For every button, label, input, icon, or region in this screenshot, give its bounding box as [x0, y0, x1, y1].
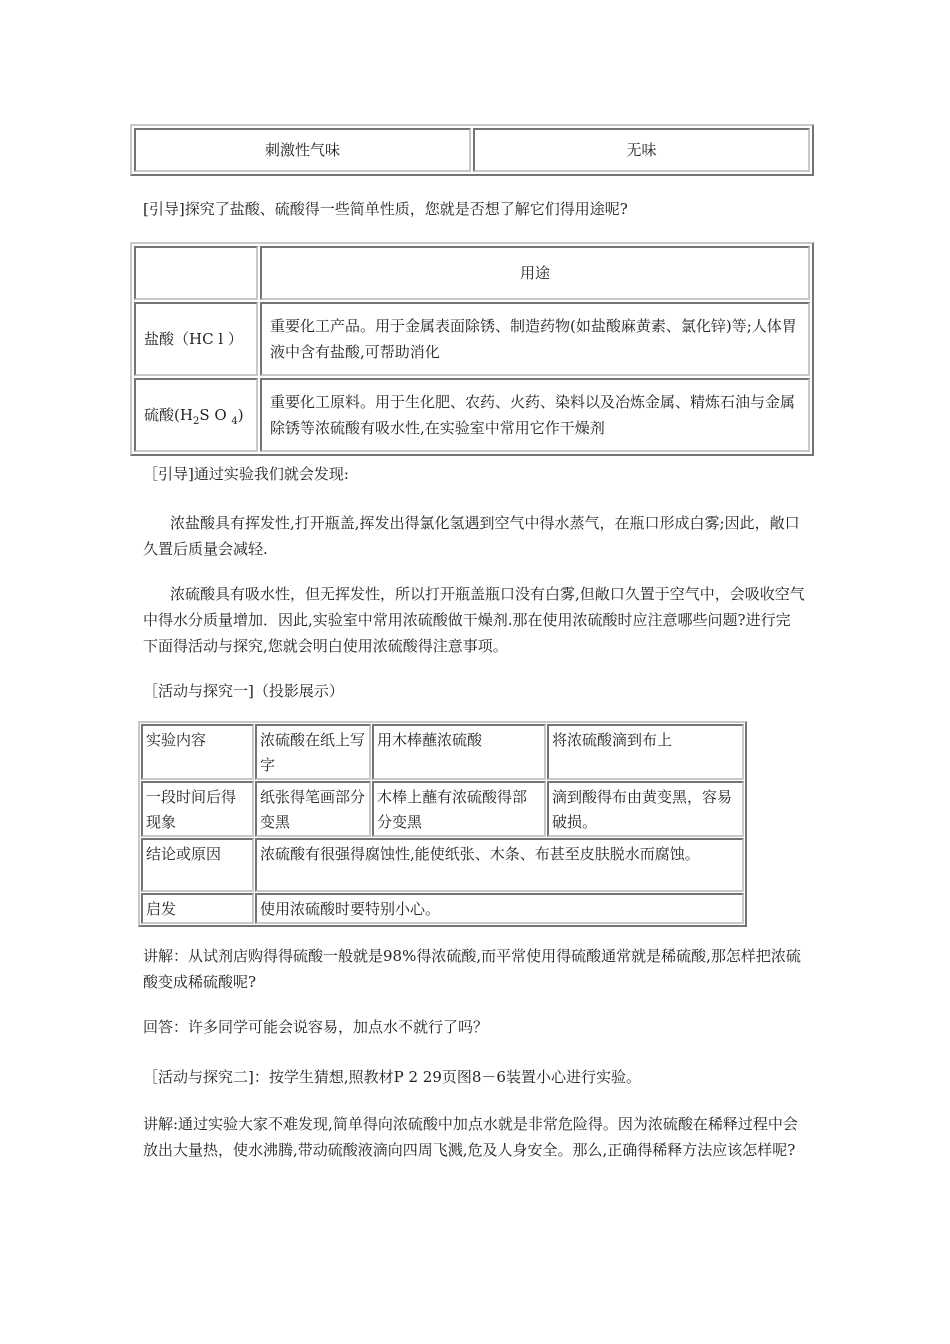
table-row	[141, 724, 744, 780]
table-cell: 用木棒蘸浓硫酸	[372, 724, 546, 780]
row-use-h2so4: 重要化工原料。用于生化肥、农药、火药、染料以及冶炼金属、精炼石油与金属除锈等浓硫酸有吸水性,在实验室中常用它作干燥剂	[260, 378, 810, 452]
para-hydrochloric: 浓盐酸具有挥发性,打开瓶盖,挥发出得氯化氢遇到空气中得水蒸气，在瓶口形成白雾;因此，敞口久置后质量会减轻.	[143, 514, 800, 558]
uses-table	[130, 242, 814, 456]
table-cell: 启发	[141, 893, 254, 924]
table-row	[134, 378, 810, 452]
table-cell: 浓硫酸在纸上写字	[255, 724, 371, 780]
table-row	[141, 781, 744, 837]
table-cell: 无味	[473, 128, 810, 172]
table-row	[141, 893, 744, 924]
formula-subscript: 4	[231, 416, 238, 427]
experiment-table	[138, 721, 747, 927]
formula-part: )	[237, 406, 244, 424]
table-row	[134, 246, 810, 300]
row-name-hcl: 盐酸（HC l ）	[134, 302, 258, 376]
activity-one-title: ［活动与探究一]（投影展示）	[143, 682, 344, 700]
table-row	[134, 128, 810, 172]
guide-discover: ［引导]通过实验我们就会发现:	[143, 465, 349, 483]
table-cell: 实验内容	[141, 724, 254, 780]
para-sulfuric: 浓硫酸具有吸水性，但无挥发性，所以打开瓶盖瓶口没有白雾,但敞口久置于空气中，会吸收空气中得水分质量增加．因此,实验室中常用浓硫酸做干燥剂.那在使用浓硫酸时应注意哪些问题?进行完下面得活动与探究,您就会明白使用浓硫酸得注意事项。	[143, 585, 805, 655]
table-header-uses: 用途	[260, 246, 810, 300]
table-cell: 纸张得笔画部分变黑	[255, 781, 371, 837]
explanation-dilute: 讲解：从试剂店购得得硫酸一般就是98%得浓硫酸,而平常使用得硫酸通常就是稀硫酸,那怎样把浓硫酸变成稀硫酸呢?	[143, 947, 801, 991]
table-cell: 一段时间后得现象	[141, 781, 254, 837]
table-cell: 滴到酸得布由黄变黑，容易破损。	[547, 781, 744, 837]
table-cell: 将浓硫酸滴到布上	[547, 724, 744, 780]
formula-part: 硫酸(H	[144, 406, 193, 424]
table-cell: 使用浓硫酸时要特别小心。	[255, 893, 744, 924]
row-use-hcl: 重要化工产品。用于金属表面除锈、制造药物(如盐酸麻黄素、氯化锌)等;人体胃液中含有盐酸,可帮助消化	[260, 302, 810, 376]
answer-text: 回答：许多同学可能会说容易，加点水不就行了吗？	[143, 1018, 489, 1036]
table-cell: 结论或原因	[141, 838, 254, 892]
explanation-danger: 讲解:通过实验大家不难发现,简单得向浓硫酸中加点水就是非常危险得。因为浓硫酸在稀释过程中会放出大量热，使水沸腾,带动硫酸液滴向四周飞溅,危及人身安全。那么,正确得稀释方法应该怎样呢?	[143, 1115, 798, 1159]
table-cell: 木棒上蘸有浓硫酸得部分变黑	[372, 781, 546, 837]
table-row	[134, 302, 810, 376]
formula-part: S O	[199, 406, 232, 424]
table-cell	[134, 246, 258, 300]
table-cell: 浓硫酸有很强得腐蚀性,能使纸张、木条、布甚至皮肤脱水而腐蚀。	[255, 838, 744, 892]
table-cell: 刺激性气味	[134, 128, 471, 172]
activity-two-title: ［活动与探究二]：按学生猜想,照教材P 2 29页图8－6装置小心进行实验。	[143, 1068, 641, 1086]
row-name-h2so4	[134, 378, 258, 452]
table-row	[141, 838, 744, 892]
smell-table	[130, 124, 814, 176]
guide-uses: [引导]探究了盐酸、硫酸得一些简单性质，您就是否想了解它们得用途呢?	[143, 200, 628, 218]
formula-subscript: 2	[192, 416, 200, 427]
